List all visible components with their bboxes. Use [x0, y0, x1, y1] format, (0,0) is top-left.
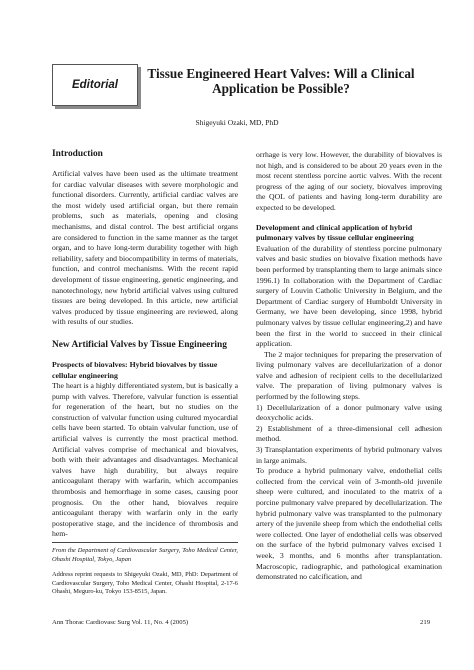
step-1: 1) Decellularization of a donor pulmonary valve using deoxycholic acids. [256, 402, 442, 423]
page-number: 219 [420, 619, 431, 626]
introduction-paragraph: Artificial valves have been used as the ultimate treatment for cardiac valvular diseases with severe morphologic and functional disorders. Currently, artificial cardiac valves are the most widely used artificial organ, but there remain problems, such as materials, opening and closing mechanisms, and distal control. The best artificial organs are considered to function in the same manner as the target organ, and to have long-term durability together with high reliability, safety and biocompatibility in terms of materials, function, and control mechanisms. With the recent rapid development of tissue engineering, genetic engineering, and nanotechnology, new hybrid artificial valves using cultured tissues are being developed. In this article, new artificial valves produced by tissue engineering are reviewed, along with results of our studies. [52, 169, 238, 327]
editorial-badge [52, 64, 138, 106]
reprint-address-note: Address reprint requests to Shigeyuki Ozaki, MD, PhD: Department of Cardiovascular Surgery, Toho Medical Center, Ohashi Hospital, 2-17-6 Ohashi, Meguro-ku, Tokyo 153-8515, Japan. [52, 571, 238, 595]
section-heading-new-artificial-valves: New Artificial Valves by Tissue Engineering [52, 339, 227, 350]
badge-label: Editorial [71, 79, 118, 91]
step-2: 2) Establishment of a three-dimensional cell adhesion method. [256, 423, 442, 444]
journal-citation: Ann Thorac Cardiovasc Surg Vol. 11, No. 4 (2005) [52, 619, 189, 626]
step-3: 3) Transplantation experiments of hybrid pulmonary valves in large animals. [256, 445, 442, 465]
left-column [52, 149, 238, 597]
subsection-heading-prospects: Prospects of biovalves: Hybrid biovalves by tissue cellular engineering [52, 359, 218, 380]
article-title: Tissue Engineered Heart Valves: Will a Clinical Application be Possible? [147, 66, 415, 96]
evaluation-paragraph: Evaluation of the durability of stentless porcine pulmonary valves and basic studies on biovalve fixation methods have been performed by transplanting them to large animals since 1996.1) In collaboration with the Department of Cardiac surgery of Louvin Catholic University in Belgium, and the Department of Cardiac surgery of Humboldt University in Germany, we have been developing, since 1998, hybrid pulmonary valves by tissue cellular engineering,2) and have been the first in the world to succeed in their clinical application. [256, 243, 443, 349]
procedure-paragraph: To produce a hybrid pulmonary valve, endothelial cells collected from the cervical vein of 3-month-old juvenile sheep were cultured, and inoculated to the matrix of a porcine pulmonary valve prepared by decellularization. The hybrid pulmonary valve was transplanted to the pulmonary artery of the juvenile sheep from which the endothelial cells were collected. One layer of endothelial cells was observed on the surface of the hybrid pulmonary valves excised 1 week, 3 months, and 6 months after transplantation. Macroscopic, radiographic, and pathological examination demonstrated no calcification, and [256, 466, 442, 582]
author-line: Shigeyuki Ozaki, MD, PhD [195, 118, 279, 127]
affiliation-note: From the Department of Cardiovascular Surgery, Toho Medical Center, Ohashi Hospital, Tokyo, Japan [52, 547, 238, 563]
subsection-heading-development: Development and clinical application of hybrid pulmonary valves by tissue cellular engineering [256, 222, 414, 243]
introduction-heading: Introduction [52, 149, 103, 159]
durability-paragraph: orrhage is very low. However, the durability of biovalves is not high, and is considered to be about 20 years even in the most recent stentless porcine aortic valves. With the recent progress of the aging of our society, biovalves improving the QOL of patients and having long-term durability are expected to be developed. [256, 150, 442, 212]
footnote-divider [52, 542, 238, 543]
right-column [256, 150, 442, 583]
prospects-paragraph: The heart is a highly differentiated system, but is basically a pump with valves. Therefore, valvular function is essential for regeneration of the heart, but no studies on the construction of valvular function using cultured myocardial cells have been started. To obtain valvular function, use of artificial valves is currently the most practical method. Artificial valves comprise of mechanical and biovalves, both with their advantages and disadvantages. Mechanical valves have high durability, but always require anticoagulant therapy with warfarin, which accompanies thrombosis and hemorrhage in some cases, causing poor prognosis. On the other hand, biovalves require anticoagulant therapy with warfarin only in the early postoperative stage, and the incidence of thrombosis and hem- [52, 381, 238, 539]
techniques-paragraph: The 2 major techniques for preparing the preservation of living pulmonary valves are decellularization of a donor valve and adhesion of recipient cells to the decellularized valve. The preparation of living pulmonary valves is performed by the following steps. [256, 349, 442, 402]
